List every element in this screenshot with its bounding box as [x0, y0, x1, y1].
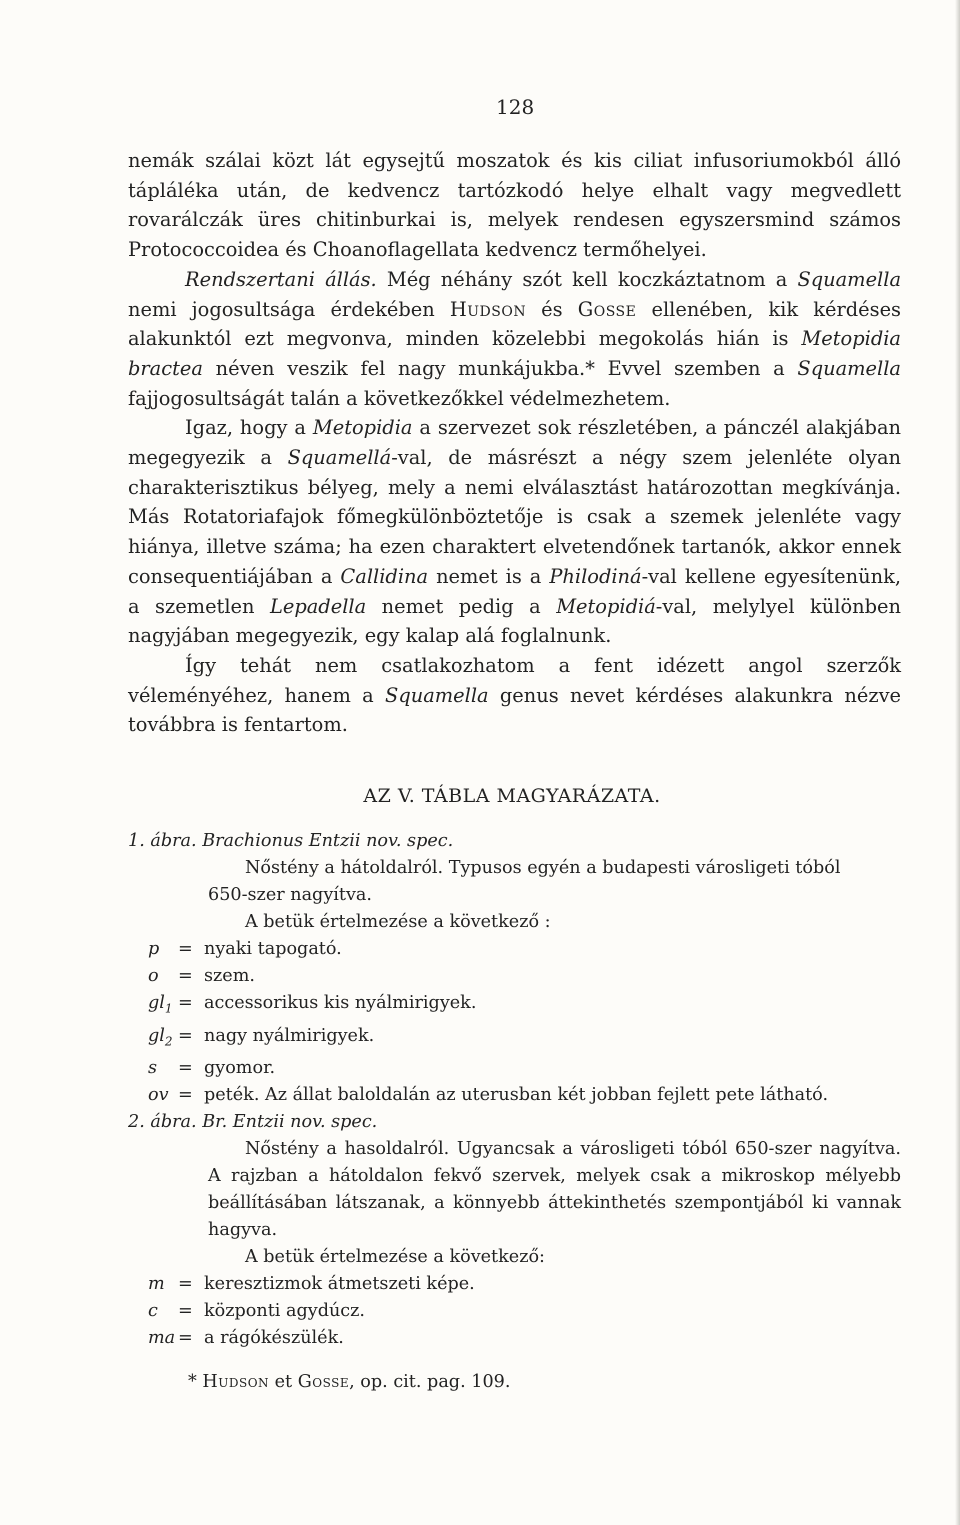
figure-label: 1. ábra.: [128, 831, 197, 851]
legend-row: [128, 1298, 901, 1325]
taxon-name: Squamella: [797, 267, 902, 291]
legend-row: [128, 963, 901, 990]
legend-text: szem.: [204, 966, 255, 986]
legend-row: [128, 990, 901, 1023]
text-span: nemi jogosultsága érdekében: [128, 297, 450, 321]
author-name: Hudson: [202, 1372, 270, 1392]
text-span: nemet pedig a: [366, 594, 557, 618]
taxon-name: Squamella: [797, 356, 901, 380]
paragraph-3: [128, 413, 901, 651]
figure-2-desc-text: Nőstény a hasoldalról. Ugyancsak a városligeti tóból 650-szer nagyítva. A rajzban a hátoldalon fekvő szervek, melyek csak a mikroskop mélyebb beállításában látszanak, a könnyebb áttekinthetés szempontjából ki vannak hagyva.: [208, 1139, 901, 1241]
text-span: nemet is a: [428, 564, 550, 588]
text-span: , op. cit. pag. 109.: [349, 1372, 511, 1392]
text-span: Még néhány szót kell koczkáztatnom a: [376, 267, 798, 291]
plate-explanation: [128, 828, 901, 1352]
taxon-name: Metopidiá: [556, 594, 656, 618]
text-span: fajjogosultságát talán a következőkkel védelmezhetem.: [128, 386, 671, 410]
author-name: Gosse: [577, 297, 637, 321]
figure-2-title-row: [128, 1109, 901, 1136]
text-span: genus nevet kérdéses alakunkra nézve továbbra is fentartom.: [128, 683, 901, 737]
legend-symbol: [128, 1023, 178, 1056]
text-span: és: [526, 297, 578, 321]
legend-symbol: s: [148, 1058, 158, 1079]
legend-text: nyaki tapogató.: [204, 939, 342, 959]
paragraph-2: [128, 265, 901, 414]
figure-1-title-row: [128, 828, 901, 855]
legend-symbol: p: [148, 939, 160, 959]
paragraph-4: [128, 651, 901, 740]
footnote-marker: *: [188, 1372, 197, 1392]
text-span: -val kellene egyesítenünk, a szemetlen: [128, 564, 902, 618]
text-span: et: [269, 1372, 298, 1392]
figure-1-desc-line-1: Nőstény a hátoldalról. Typusos egyén a budapesti városligeti tóból: [245, 858, 841, 878]
taxon-name: Metopidia: [312, 416, 413, 440]
legend-row: [128, 1023, 901, 1056]
legend-symbol: o: [148, 966, 159, 986]
plate-heading: AZ V. TÁBLA MAGYARÁZATA.: [363, 785, 661, 807]
taxon-name: Squamellá: [287, 446, 392, 470]
legend-row: [128, 1055, 901, 1082]
text-span: a szervezet sok részletében, a pánczél alakjában megegyezik a: [128, 416, 901, 470]
equals-sign: =: [178, 1025, 193, 1046]
equals-sign: =: [178, 993, 193, 1013]
figure-1-desc-line-2: 650-szer nagyítva.: [208, 885, 372, 905]
legend-text: keresztizmok átmetszeti képe.: [204, 1274, 475, 1295]
text-span: Igaz, hogy a: [185, 416, 313, 440]
equals-sign: =: [178, 966, 193, 986]
figure-1-legend-intro: A betük értelmezése a következő :: [245, 912, 551, 932]
legend-row: [128, 1271, 901, 1298]
legend-text: nagy nyálmirigyek.: [204, 1025, 375, 1046]
legend-symbol: c: [148, 1301, 158, 1322]
taxon-name: Lepadella: [269, 594, 367, 618]
author-name: Hudson: [449, 297, 527, 321]
equals-sign: =: [178, 1301, 193, 1322]
equals-sign: =: [178, 1085, 193, 1106]
legend-symbol-subscript: 2: [164, 1034, 173, 1049]
section-lead: Rendszertani állás.: [185, 267, 377, 291]
figure-2-desc: [128, 1136, 901, 1244]
legend-text: gyomor.: [204, 1058, 276, 1079]
text-span: -val, melylyel különben nagyjában megegyezik, egy kalap alá foglalnunk.: [128, 594, 902, 648]
equals-sign: =: [178, 1058, 193, 1079]
legend-symbol: ma: [148, 1328, 176, 1349]
text-span: ellenében, kik kérdéses alakunktól ezt megvonva, minden közelebbi megokolás hián is: [128, 297, 902, 351]
legend-symbol: m: [148, 1274, 165, 1295]
legend-text: központi agydúcz.: [204, 1301, 365, 1322]
taxon-name: Philodiná: [549, 564, 642, 588]
legend-symbol-subscript: 1: [164, 1001, 173, 1016]
page-number: 128: [496, 95, 535, 119]
page-edge-shadow: [955, 0, 960, 1525]
taxon-name: Callidina: [340, 564, 429, 588]
figure-label: 2. ábra.: [128, 1112, 197, 1133]
legend-symbol: [128, 990, 178, 1023]
legend-text: a rágókészülék.: [204, 1328, 344, 1349]
text-span: Így tehát nem csatlakozhatom a fent idézett angol szerzők véleményéhez, hanem a: [128, 653, 901, 707]
legend-row: [128, 1082, 901, 1109]
text-span: -val, de másrészt a négy szem jelenléte olyan charakterisztikus bélyeg, mely a nemi elválasztást határozottan megkívánja. Más Rotatoriafajok főmegkülönböztetője is csak a szemek jelenléte vagy hiánya, illetve száma; ha ezen charaktert elvetendőnek tartanók, akkor ennek consequentiájában a: [128, 446, 901, 588]
author-name: Gosse: [297, 1372, 350, 1392]
equals-sign: =: [178, 939, 193, 959]
taxon-name: Metopidia bractea: [128, 327, 901, 380]
text-span: néven veszik fel nagy munkájukba.* Evvel szemben a: [202, 356, 798, 380]
equals-sign: =: [178, 1274, 193, 1295]
figure-title: Brachionus Entzii nov. spec.: [202, 831, 454, 851]
legend-symbol: ov: [148, 1085, 169, 1106]
legend-row: [128, 936, 901, 963]
body-text: [128, 146, 901, 740]
legend-text: accessorikus kis nyálmirigyek.: [204, 993, 477, 1013]
paragraph-1: nemák szálai közt lát egysejtű moszatok és kis ciliat infusoriumokból álló tápláléka után, de kedvencz tartózkodó helye elhalt vagy megvedlett rovarálczák üres chitinburkai is, melyek rendesen egyszersmind számos Protococcoidea és Choanoflagellata kedvencz termőhelyei.: [128, 149, 901, 262]
legend-symbol-base: gl: [148, 1025, 165, 1046]
figure-title: Br. Entzii nov. spec.: [202, 1112, 378, 1133]
figure-2-legend-intro: A betük értelmezése a következő:: [245, 1247, 545, 1268]
taxon-name: Squamella: [385, 683, 489, 707]
equals-sign: =: [178, 1328, 193, 1349]
footnote: [188, 1372, 510, 1392]
legend-text: peték. Az állat baloldalán az uterusban két jobban fejlett pete látható.: [204, 1085, 829, 1106]
legend-symbol-base: gl: [148, 993, 165, 1013]
legend-row: [128, 1325, 901, 1352]
